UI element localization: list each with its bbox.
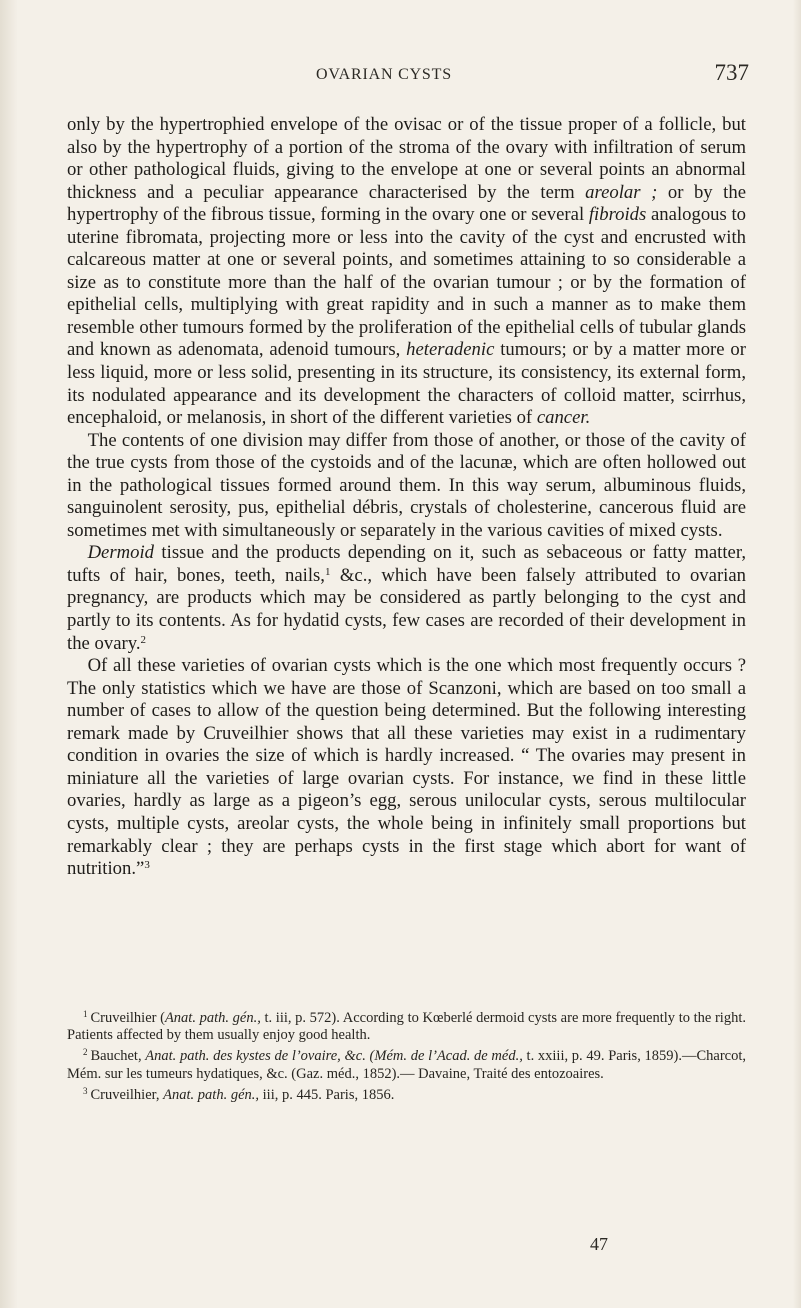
footnote-1-mark: 1 bbox=[82, 1009, 88, 1019]
footnote-ref-3: 3 bbox=[144, 859, 150, 872]
paragraph-4-text: Of all these varieties of ovarian cysts which is the one which most frequently occurs ? The only statistics which we have are those of Scanzoni, which are based on too small a number of cases to allow of the question being determined. But the following interesting remark made by Cruveilhier shows that all these varieties may exist in a rudimentary condition in ovaries the size of which is hardly increased. “ The ovaries may present in miniature all the varieties of large ovarian cysts. For instance, we find in these little ovaries, hardly as large as a pigeon’s egg, serous unilocular cysts, serous multilocular cysts, multiple cysts, areolar cysts, the whole being in infinitely small proportions but remarkably clear ; they are perhaps cysts in the first stage which abort for want of nutrition.” bbox=[67, 655, 746, 880]
paragraph-1-text-b: or by the hypertrophy of the fibrous tissue, forming in the ovary one or several bbox=[67, 181, 747, 226]
footnote-3-title: Anat. path. gén., bbox=[163, 1086, 260, 1103]
footnote-3-text-b: iii, p. 445. Paris, 1856. bbox=[259, 1086, 395, 1103]
page-edge-shadow-left bbox=[0, 0, 18, 1308]
term-fibroids: fibroids bbox=[588, 204, 647, 226]
page-number: 737 bbox=[714, 60, 749, 85]
paragraph-1-text-c: analogous to uterine fibromata, projecting more or less into the cavity of the cyst and encrusted with calcareous matter at one or several points, and sometimes attaining to so considerable a size as to constitute more than the half of the ovarian tumour ; or by the formation of epithelial cells, multiplying with great rapidity and in such a manner as to make them resemble other tumours formed by the proliferation of the epithelial cells of tubular glands and known as adenomata, adenoid tumours, bbox=[67, 204, 747, 361]
footnote-3-text-a: Cruveilhier, bbox=[90, 1086, 164, 1103]
paragraph-4 bbox=[67, 655, 746, 880]
term-cancer: cancer. bbox=[536, 407, 591, 429]
page-edge-shadow-right bbox=[793, 0, 801, 1308]
footnote-2-title: Anat. path. des kystes de l’ovaire, &c. (Mém. de l’Acad. de méd., bbox=[145, 1048, 523, 1065]
paragraph-1 bbox=[67, 114, 746, 430]
footnotes bbox=[67, 1006, 746, 1104]
paragraph-3 bbox=[67, 542, 746, 655]
footnote-2-text-b: t. xxiii, p. 49. Paris, 1859).—Charcot, Mém. sur les tumeurs hydatiques, &c. (Gaz. méd., 1852).— Davaine, Traité des entozoaires. bbox=[67, 1048, 747, 1082]
footnote-ref-2: 2 bbox=[140, 633, 147, 646]
footnote-2-mark: 2 bbox=[82, 1047, 88, 1058]
paragraph-1-text-a: only by the hypertrophied envelope of the ovisac or of the tissue proper of a follicle, but also by the hypertrophy of a portion of the stroma of the ovary with infiltration of serum or other pathological fluids, giving to the envelope at one or several points an abnormal thickness and a peculiar appearance characterised by the term bbox=[67, 114, 746, 203]
term-areolar: areolar ; bbox=[585, 181, 658, 203]
page-header bbox=[66, 60, 749, 100]
paragraph-3-text-b: &c., which have been falsely attributed to ovarian pregnancy, are products which may be considered as partly belonging to the cyst and partly to its contents. As for hydatid cysts, few cases are recorded of their development in the ovary. bbox=[67, 564, 747, 654]
footnote-1 bbox=[67, 1006, 746, 1044]
footnote-2 bbox=[67, 1044, 746, 1082]
paragraph-3-text-a: tissue and the products depending on it, such as sebaceous or fatty matter, tufts of hair, bones, teeth, nails, bbox=[67, 542, 746, 586]
footnote-ref-1: 1 bbox=[324, 565, 331, 578]
footnote-1-text-b: t. iii, p. 572). According to Kœberlé dermoid cysts are more frequently to the right. Patients affected by them usually enjoy good health. bbox=[67, 1010, 746, 1044]
term-dermoid: Dermoid bbox=[87, 542, 154, 564]
paragraph-1-text-d: tumours; or by a matter more or less liquid, more or less solid, presenting in its structure, its consistency, its external form, its nodulated appearance and its development the characters of colloid matter, scirrhus, encephaloid, or melanosis, in short of the different varieties of bbox=[67, 339, 746, 429]
main-text bbox=[67, 114, 746, 881]
running-title: OVARIAN CYSTS bbox=[316, 66, 452, 83]
footnote-1-title: Anat. path. gén., bbox=[164, 1010, 261, 1026]
footnote-1-text-a: Cruveilhier ( bbox=[90, 1010, 165, 1026]
footnote-2-text-a: Bauchet, bbox=[90, 1048, 146, 1065]
footnote-3-mark: 3 bbox=[82, 1085, 88, 1096]
paragraph-2: The contents of one division may differ from those of another, or those of the cavity of the true cysts from those of the cystoids and of the lacunæ, which are often hollowed out in the pathological tissues formed around them. In this way serum, albuminous fluids, sanguinolent serosity, pus, epithelial débris, crystals of cholesterine, cancerous fluid are sometimes met with simultaneously or separately in the various cavities of mixed cysts. bbox=[67, 429, 746, 541]
term-heteradenic: heteradenic bbox=[406, 339, 495, 361]
footnote-3 bbox=[67, 1083, 746, 1104]
signature-mark: 47 bbox=[590, 1234, 608, 1254]
